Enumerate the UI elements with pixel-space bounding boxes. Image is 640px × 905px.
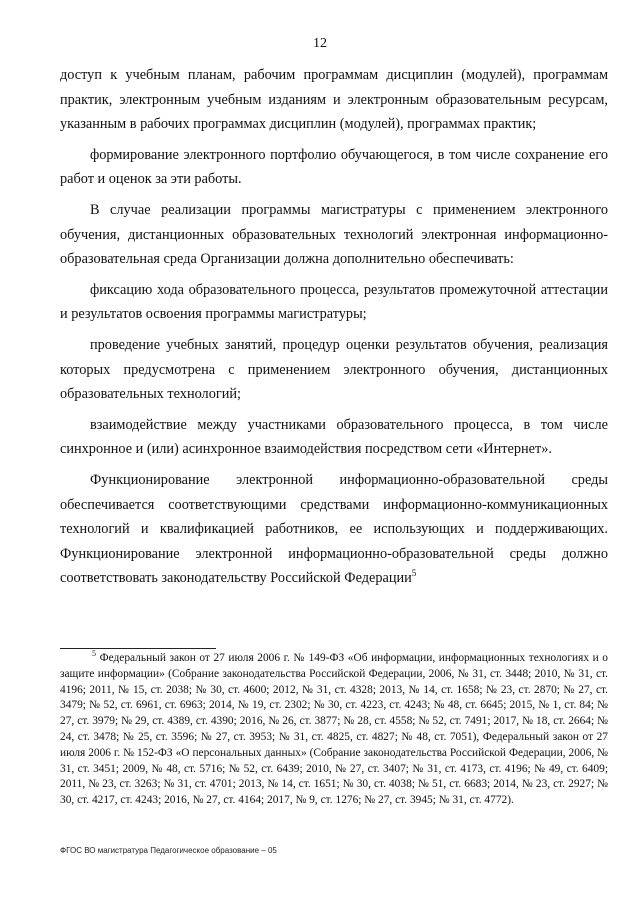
page-number: 12: [313, 36, 327, 51]
paragraph-classes: проведение учебных занятий, процедур оценки результатов обучения, реализация которых предусмотрена с применением электронного обучения, дистанционных образовательных технологий;: [60, 336, 608, 403]
paragraph-functioning: [60, 468, 608, 591]
paragraph-interaction: взаимодействие между участниками образовательного процесса, в том числе синхронное и (или) асинхронное взаимодействия посредством сети «Интернет».: [60, 416, 608, 458]
paragraph-portfolio: формирование электронного портфолио обучающегося, в том числе сохранение его работ и оценок за эти работы.: [60, 146, 608, 188]
document-footer: ФГОС ВО магистратура Педагогическое образование – 05: [60, 846, 277, 855]
footnote-number: 5: [92, 649, 96, 659]
footnote-separator: [60, 648, 216, 649]
body-text: [60, 63, 608, 597]
paragraph-recording: фиксацию хода образовательного процесса, результатов промежуточной аттестации и результатов освоения программы магистратуры;: [60, 281, 608, 323]
paragraph-access: доступ к учебным планам, рабочим программам дисциплин (модулей), программам практик, электронным учебным изданиям и электронным образовательным ресурсам, указанным в рабочих программах дисциплин (модулей), программах практик;: [60, 67, 608, 133]
footnote-reference[interactable]: 5: [411, 568, 417, 579]
footnote: [60, 651, 608, 809]
footnote-text: Федеральный закон от 27 июля 2006 г. № 149-ФЗ «Об информации, информационных технологиях и о защите информации» (Собрание законодательства Российской Федерации, 2006, № 31, ст. 3448; 2010, № 31, ст. 4196; 2011, № 15, ст. 2038; № 30, ст. 4600; 2012, № 31, ст. 4328; 2013, № 14, ст. 1658; № 23, ст. 2870; № 27, ст. 3479; № 52, ст. 6961, ст. 6963; 2014, № 19, ст. 2302; № 30, ст. 4223, ст. 4243; № 48, ст. 6645; 2015, № 1, ст. 84; № 27, ст. 3979; № 29, ст. 4389, ст. 4390; 2016, № 26, ст. 3877; № 28, ст. 4558; № 52, ст. 7491; 2017, № 18, ст. 2664; № 24, ст. 3478; № 25, ст. 3596; № 27, ст. 3953; № 31, ст. 4825, ст. 4827; № 48, ст. 7051), Федеральный закон от 27 июля 2006 г. № 152-ФЗ «О персональных данных» (Собрание законодательства Российской Федерации, 2006, № 31, ст. 3451; 2009, № 48, ст. 5716; № 52, ст. 6439; 2010, № 27, ст. 3407; № 31, ст. 4173, ст. 4196; № 49, ст. 6409; 2011, № 23, ст. 3263; № 31, ст. 4701; 2013, № 14, ст. 1651; № 30, ст. 4038; № 51, ст. 6683; 2014, № 23, ст. 2927; № 30, ст. 4217, ст. 4243; 2016, № 27, ст. 4164; 2017, № 9, ст. 1276; № 27, ст. 3945; № 31, ст. 4772).: [60, 652, 608, 807]
paragraph-functioning-text: Функционирование электронной информационно-образовательной среды обеспечивается соответствующими средствами информационно-коммуникационных технологий и квалификацией работников, ее использующих и поддерживающих. Функционирование электронной информационно-образовательной среды должно соответствовать законодательству Российской Федерации: [60, 471, 608, 587]
paragraph-e-learning-intro: В случае реализации программы магистратуры с применением электронного обучения, дистанционных образовательных технологий электронная информационно-образовательная среда Организации должна дополнительно обеспечивать:: [60, 201, 608, 268]
